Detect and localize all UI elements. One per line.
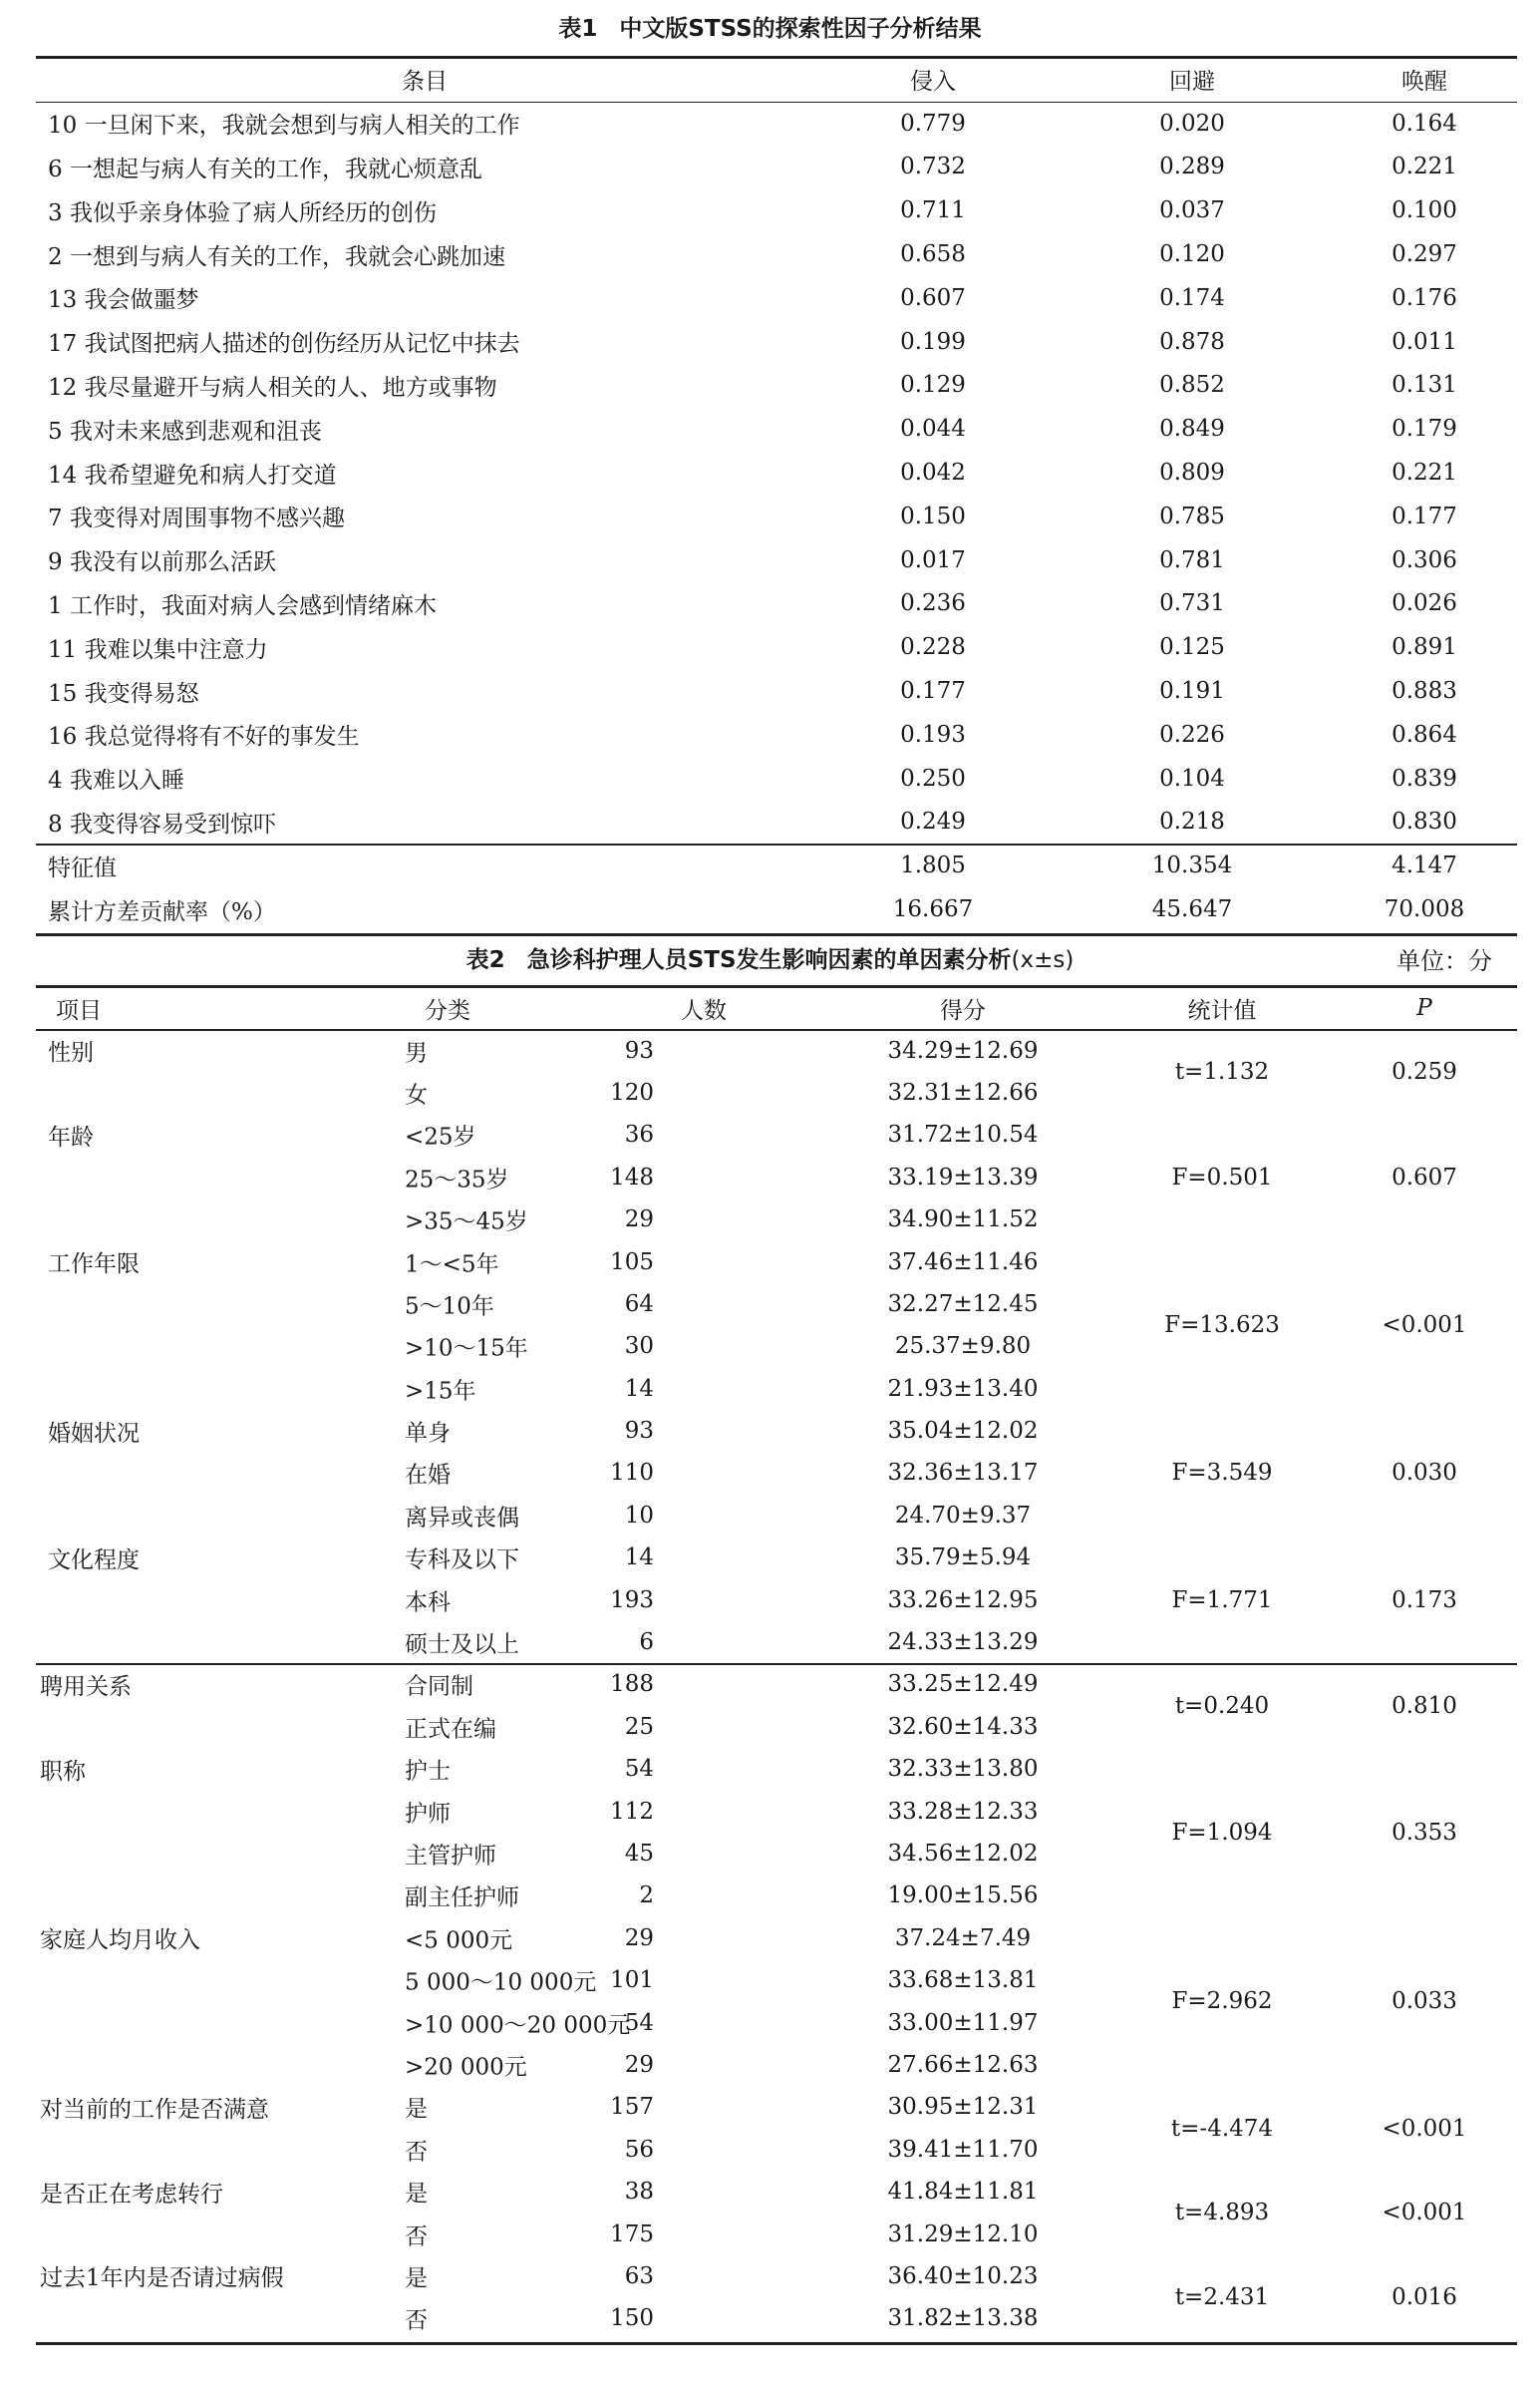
table1-loading-intrusion: 0.044 <box>900 416 966 443</box>
table2-category: 是 <box>405 2181 428 2208</box>
table1-loading-avoidance: 0.104 <box>1159 765 1225 792</box>
table2-p-value: 0.033 <box>1391 1988 1457 2015</box>
table2-category: >20 000元 <box>405 2054 527 2081</box>
table1-loading-avoidance: 0.878 <box>1159 328 1225 355</box>
table2-group-name: 工作年限 <box>48 1251 140 1278</box>
table2-count: 54 <box>624 1756 654 1783</box>
table2-statistic: F=0.501 <box>1171 1164 1273 1191</box>
table1-loading-avoidance: 0.809 <box>1159 460 1225 487</box>
table2-count: 93 <box>624 1418 654 1445</box>
table-row <box>36 276 1517 320</box>
table2-p-value: <0.001 <box>1382 2200 1467 2226</box>
table2-header-item: 项目 <box>56 997 102 1024</box>
table2-category: 专科及以下 <box>405 1546 519 1573</box>
table2-score: 33.25±12.49 <box>887 1671 1039 1698</box>
table2-header-rule <box>36 1029 1517 1031</box>
table2-label-cell <box>36 1536 594 1578</box>
table2-score: 32.31±12.66 <box>887 1079 1039 1106</box>
table1-loading-intrusion: 0.779 <box>900 110 966 137</box>
table1-loading-intrusion: 0.228 <box>900 634 966 661</box>
table2-score: 37.46±11.46 <box>887 1248 1039 1275</box>
table1-loading-avoidance: 0.020 <box>1159 110 1225 137</box>
table2-score: 27.66±12.63 <box>887 2051 1039 2078</box>
table1-loading-arousal: 0.176 <box>1391 284 1457 311</box>
table2-statistic: F=3.549 <box>1171 1460 1273 1487</box>
table2-score: 32.33±13.80 <box>887 1756 1039 1783</box>
table1-item-label: 12 我尽量避开与病人相关的人、地方或事物 <box>48 374 497 401</box>
table1-loading-avoidance: 0.785 <box>1159 503 1225 529</box>
table1-loading-intrusion: 0.711 <box>900 197 966 224</box>
table1-item-label: 3 我似乎亲身体验了病人所经历的创伤 <box>48 199 437 226</box>
table-row <box>36 757 1517 801</box>
table1-loading-intrusion: 0.177 <box>900 678 966 705</box>
table2-category: >10 000～20 000元 <box>405 2012 631 2039</box>
table1-loading-intrusion: 0.017 <box>900 546 966 573</box>
table1-item-label: 2 一想到与病人有关的工作，我就会心跳加速 <box>48 243 505 270</box>
table2-category: 正式在编 <box>405 1716 496 1743</box>
table2-category: >35～45岁 <box>405 1208 528 1235</box>
table1-header-item: 条目 <box>402 69 448 96</box>
table2-label-cell <box>36 1663 594 1705</box>
table1-bottom-rule <box>36 933 1517 936</box>
table-row <box>36 2171 1517 2213</box>
table2-p-value: 0.030 <box>1391 1460 1457 1487</box>
table2-count: 120 <box>610 1079 654 1106</box>
table2-label-cell <box>36 1917 594 1959</box>
table-row <box>36 495 1517 538</box>
table2-category: 否 <box>405 2307 428 2334</box>
table2-score: 32.60±14.33 <box>887 1713 1039 1740</box>
table-row <box>36 713 1517 757</box>
table2-count: 64 <box>624 1290 654 1317</box>
table1-number: 表1 <box>558 16 598 42</box>
table2-category: 5～10年 <box>405 1293 494 1320</box>
table2-score: 34.56±12.02 <box>887 1841 1039 1867</box>
table2-count: 14 <box>624 1544 654 1571</box>
table2-p-value: <0.001 <box>1382 1312 1467 1339</box>
table1-summary-rule <box>36 844 1517 846</box>
table2-header-p: P <box>1416 995 1432 1022</box>
table1-item-label: 13 我会做噩梦 <box>48 287 199 314</box>
table-row <box>36 146 1517 189</box>
table2-header-category: 分类 <box>425 997 470 1024</box>
table2-count: 10 <box>624 1502 654 1529</box>
table1-loading-intrusion: 0.042 <box>900 460 966 487</box>
table2-count: 175 <box>610 2220 654 2247</box>
table1-loading-intrusion: 0.193 <box>900 721 966 748</box>
table1 <box>36 58 1517 931</box>
table2-p-value: 0.607 <box>1391 1164 1457 1191</box>
table2-label-cell <box>36 1198 594 1240</box>
table1-loading-arousal: 70.008 <box>1384 896 1465 923</box>
table2-label-cell <box>36 2255 594 2297</box>
table2-count: 36 <box>624 1122 654 1149</box>
table-row <box>36 1114 1517 1156</box>
table2-title-suffix: (x±s) <box>1011 947 1075 973</box>
table2-score: 32.36±13.17 <box>887 1460 1039 1487</box>
table2-category: 是 <box>405 2096 428 2123</box>
table2-statistic: F=1.771 <box>1171 1586 1273 1613</box>
table1-loading-intrusion: 0.249 <box>900 809 966 836</box>
table-row <box>36 364 1517 408</box>
table2-category: 单身 <box>405 1420 451 1447</box>
table2-statistic: t=0.240 <box>1174 1692 1270 1719</box>
table2-statistic: t=4.893 <box>1174 2200 1270 2226</box>
table2-category: 硕士及以上 <box>405 1631 519 1658</box>
table-row <box>36 538 1517 582</box>
table2-header-item-group <box>36 987 594 1029</box>
table2-category: 否 <box>405 2223 428 2250</box>
table2-label-cell <box>36 1833 594 1875</box>
table2-number: 表2 <box>465 947 505 973</box>
table1-header-row <box>36 58 1517 102</box>
table1-loading-avoidance: 0.731 <box>1159 590 1225 617</box>
table-row <box>36 1917 1517 1959</box>
table2-label-cell <box>36 1410 594 1452</box>
table2-label-cell <box>36 1325 594 1367</box>
table1-loading-intrusion: 0.236 <box>900 590 966 617</box>
table2-label-cell <box>36 1621 594 1663</box>
table2-caption <box>0 941 1540 974</box>
table-row <box>36 407 1517 451</box>
table2-count: 105 <box>610 1248 654 1275</box>
table2-count: 45 <box>624 1841 654 1867</box>
table-row <box>36 102 1517 146</box>
table2-count: 54 <box>624 2009 654 2036</box>
table2-group-name: 文化程度 <box>48 1546 140 1573</box>
table2-label-cell <box>36 1029 594 1071</box>
table1-loading-arousal: 0.839 <box>1391 765 1457 792</box>
table1-loading-avoidance: 0.120 <box>1159 241 1225 268</box>
table2-count: 63 <box>624 2262 654 2289</box>
table1-item-label: 累计方差贡献率（%） <box>48 898 276 925</box>
table2-count: 14 <box>624 1375 654 1402</box>
table-row <box>36 1536 1517 1578</box>
table1-loading-intrusion: 0.658 <box>900 241 966 268</box>
table2-statistic: F=1.094 <box>1171 1819 1273 1846</box>
table2-label-cell <box>36 1240 594 1282</box>
table2-label-cell <box>36 1790 594 1832</box>
table2-label-cell <box>36 1495 594 1536</box>
table1-loading-intrusion: 1.805 <box>900 853 966 879</box>
table2-score: 35.79±5.94 <box>894 1544 1032 1571</box>
table-row <box>36 1029 1517 1071</box>
table2-category: 5 000～10 000元 <box>405 1969 597 1996</box>
table1-loading-avoidance: 0.226 <box>1159 721 1225 748</box>
table1-loading-arousal: 0.100 <box>1391 197 1457 224</box>
table1-loading-intrusion: 0.129 <box>900 372 966 399</box>
table-row <box>36 2255 1517 2297</box>
table2-count: 93 <box>624 1037 654 1064</box>
table1-item-label: 14 我希望避免和病人打交道 <box>48 462 337 489</box>
table2-category: 主管护师 <box>405 1843 496 1870</box>
table2-group-name: 过去1年内是否请过病假 <box>40 2265 284 2292</box>
table-row <box>36 188 1517 232</box>
table2-p-value: 0.353 <box>1391 1819 1457 1846</box>
table2-label-cell <box>36 1157 594 1198</box>
table-row <box>36 625 1517 669</box>
table1-item-label: 8 我变得容易受到惊吓 <box>48 811 276 838</box>
table2-label-cell <box>36 2171 594 2213</box>
table2-count: 56 <box>624 2136 654 2163</box>
table2-count: 29 <box>624 1206 654 1233</box>
table1-loading-avoidance: 0.289 <box>1159 154 1225 180</box>
table2-category: 否 <box>405 2139 428 2166</box>
table1-loading-arousal: 0.164 <box>1391 110 1457 137</box>
table2-count: 110 <box>610 1460 654 1487</box>
table2-score: 30.95±12.31 <box>887 2094 1039 2121</box>
table2-count: 29 <box>624 1924 654 1951</box>
table-row <box>36 1748 1517 1790</box>
table2-split-rule <box>36 1663 1517 1665</box>
table2-label-cell <box>36 2213 594 2254</box>
table-row <box>36 801 1517 845</box>
table2-count: 25 <box>624 1713 654 1740</box>
table2-p-value: 0.810 <box>1391 1692 1457 1719</box>
table2-score: 31.29±12.10 <box>887 2220 1039 2247</box>
table2-label-cell <box>36 2044 594 2086</box>
table2-group-name: 聘用关系 <box>40 1673 132 1700</box>
table1-title: 中文版STSS的探索性因子分析结果 <box>619 16 982 42</box>
table2-group-name: 是否正在考虑转行 <box>40 2181 223 2208</box>
table2-score: 31.82±13.38 <box>887 2305 1039 2332</box>
table2-label-cell <box>36 1114 594 1156</box>
table2-category: <5 000元 <box>405 1927 513 1954</box>
table2-category: 1～<5年 <box>405 1251 499 1278</box>
table2-label-cell <box>36 1748 594 1790</box>
table2-count: 112 <box>610 1798 654 1825</box>
table1-loading-arousal: 0.297 <box>1391 241 1457 268</box>
table-row <box>36 2086 1517 2128</box>
table2-p-value: 0.259 <box>1391 1058 1457 1085</box>
table2-header-score: 得分 <box>940 997 986 1024</box>
table2-count: 188 <box>610 1671 654 1698</box>
table2-score: 24.33±13.29 <box>887 1629 1039 1656</box>
table1-loading-arousal: 0.177 <box>1391 503 1457 529</box>
table2-score: 32.27±12.45 <box>887 1290 1039 1317</box>
table1-item-label: 17 我试图把病人描述的创伤经历从记忆中抹去 <box>48 331 520 358</box>
table2-header-row <box>36 987 1517 1029</box>
table1-loading-intrusion: 0.250 <box>900 765 966 792</box>
table2-score: 34.90±11.52 <box>887 1206 1039 1233</box>
table1-item-label: 9 我没有以前那么活跃 <box>48 549 276 576</box>
table2-group-name: 婚姻状况 <box>48 1420 140 1447</box>
table1-item-label: 6 一想起与病人有关的工作，我就心烦意乱 <box>48 156 482 182</box>
table2-group-name: 对当前的工作是否满意 <box>40 2096 269 2123</box>
table1-loading-avoidance: 0.781 <box>1159 546 1225 573</box>
table2-label-cell <box>36 1283 594 1325</box>
table1-header-avoidance: 回避 <box>1169 69 1215 96</box>
table2-category: 离异或丧偶 <box>405 1505 519 1532</box>
table1-loading-arousal: 0.306 <box>1391 546 1457 573</box>
table2-count: 29 <box>624 2051 654 2078</box>
table2-header-statistic: 统计值 <box>1187 997 1257 1024</box>
table1-loading-arousal: 0.131 <box>1391 372 1457 399</box>
table1-loading-avoidance: 0.849 <box>1159 416 1225 443</box>
table1-loading-arousal: 0.026 <box>1391 590 1457 617</box>
table2-statistic: t=-4.474 <box>1170 2115 1274 2142</box>
table2-p-value: 0.016 <box>1391 2284 1457 2311</box>
table2-score: 37.24±7.49 <box>894 1924 1032 1951</box>
table1-loading-arousal: 4.147 <box>1391 853 1457 879</box>
table1-loading-intrusion: 0.732 <box>900 154 966 180</box>
table-row <box>36 1410 1517 1452</box>
table2-count: 193 <box>610 1586 654 1613</box>
table1-loading-arousal: 0.830 <box>1391 809 1457 836</box>
table1-item-label: 5 我对未来感到悲观和沮丧 <box>48 418 322 445</box>
table2-statistic: t=1.132 <box>1174 1058 1270 1085</box>
table1-loading-arousal: 0.221 <box>1391 154 1457 180</box>
table2-bottom-rule <box>36 2342 1517 2345</box>
table2-label-cell <box>36 1706 594 1748</box>
table2-statistic: F=2.962 <box>1171 1988 1273 2015</box>
table2-score: 33.26±12.95 <box>887 1586 1039 1613</box>
table2-count: 6 <box>639 1629 654 1656</box>
table2-count: 2 <box>639 1882 654 1909</box>
table2-group-name: 家庭人均月收入 <box>40 1927 200 1954</box>
table1-item-label: 1 工作时，我面对病人会感到情绪麻木 <box>48 592 437 619</box>
table2-category: >10～15年 <box>405 1335 528 1362</box>
table2-label-cell <box>36 1875 594 1916</box>
table2-label-cell <box>36 1452 594 1494</box>
table2-group-name: 职称 <box>40 1758 86 1785</box>
table2-p-value: <0.001 <box>1382 2115 1467 2142</box>
table1-header-rule <box>36 102 1517 104</box>
table2-statistic: F=13.623 <box>1164 1312 1280 1339</box>
table1-item-label: 特征值 <box>48 854 117 881</box>
table2-title: 急诊科护理人员STS发生影响因素的单因素分析 <box>526 947 1012 973</box>
table2-count: 38 <box>624 2179 654 2206</box>
table2-category: 护师 <box>405 1801 451 1828</box>
table2-category: 在婚 <box>405 1462 451 1489</box>
table2-category: 副主任护师 <box>405 1884 519 1911</box>
table1-item-label: 4 我难以入睡 <box>48 768 184 795</box>
table2-count: 30 <box>624 1333 654 1360</box>
table-row <box>36 451 1517 495</box>
table1-loading-avoidance: 0.037 <box>1159 197 1225 224</box>
table1-loading-arousal: 0.179 <box>1391 416 1457 443</box>
table2-header-n: 人数 <box>681 997 727 1024</box>
table-row <box>36 669 1517 713</box>
table1-loading-intrusion: 0.150 <box>900 503 966 529</box>
table1-header-arousal: 唤醒 <box>1401 69 1447 96</box>
table1-loading-avoidance: 45.647 <box>1151 896 1233 923</box>
table1-item-label: 15 我变得易怒 <box>48 680 199 707</box>
table2-category: <25岁 <box>405 1124 476 1151</box>
table1-loading-avoidance: 0.174 <box>1159 284 1225 311</box>
table2-category: 25～35岁 <box>405 1167 509 1194</box>
table2-p-value: 0.173 <box>1391 1586 1457 1613</box>
table2-score: 33.00±11.97 <box>887 2009 1039 2036</box>
table2-score: 31.72±10.54 <box>887 1122 1039 1149</box>
table-row <box>36 232 1517 276</box>
table2-score: 19.00±15.56 <box>887 1882 1039 1909</box>
table-row <box>36 582 1517 626</box>
table-row <box>36 1663 1517 1705</box>
table2-label-cell <box>36 2001 631 2043</box>
table2-label-cell <box>36 2086 594 2128</box>
table1-item-label: 16 我总觉得将有不好的事发生 <box>48 724 360 751</box>
table1-header-intrusion: 侵入 <box>910 69 956 96</box>
table2-category: 护士 <box>405 1758 451 1785</box>
table2-score: 33.28±12.33 <box>887 1798 1039 1825</box>
table1-item-label: 7 我变得对周围事物不感兴趣 <box>48 506 345 532</box>
table1-summary-row <box>36 844 1517 887</box>
table1-loading-avoidance: 0.125 <box>1159 634 1225 661</box>
table1-loading-avoidance: 0.218 <box>1159 809 1225 836</box>
table1-item-label: 11 我难以集中注意力 <box>48 636 268 663</box>
table2-score: 33.19±13.39 <box>887 1164 1039 1191</box>
table1-loading-intrusion: 0.607 <box>900 284 966 311</box>
table-row <box>36 320 1517 364</box>
table1-loading-arousal: 0.221 <box>1391 460 1457 487</box>
table1-loading-avoidance: 10.354 <box>1151 853 1233 879</box>
table1-loading-avoidance: 0.191 <box>1159 678 1225 705</box>
table1-loading-arousal: 0.883 <box>1391 678 1457 705</box>
table2-score: 21.93±13.40 <box>887 1375 1039 1402</box>
table1-loading-arousal: 0.864 <box>1391 721 1457 748</box>
table2-count: 148 <box>610 1164 654 1191</box>
table1-caption <box>0 10 1540 43</box>
table1-loading-intrusion: 0.199 <box>900 328 966 355</box>
table2-label-cell <box>36 1578 594 1620</box>
table2-count: 157 <box>610 2094 654 2121</box>
table2-group-name: 年龄 <box>48 1124 94 1151</box>
table2-category: 女 <box>405 1082 428 1109</box>
table2-category: 是 <box>405 2265 428 2292</box>
table2-label-cell <box>36 1959 597 2001</box>
table1-loading-intrusion: 16.667 <box>892 896 974 923</box>
table2-score: 39.41±11.70 <box>887 2136 1039 2163</box>
table2-score: 41.84±11.81 <box>887 2179 1039 2206</box>
table2-score: 33.68±13.81 <box>887 1967 1039 1994</box>
table2-category: 合同制 <box>405 1673 473 1700</box>
table-row <box>36 1240 1517 1282</box>
table2-score: 24.70±9.37 <box>894 1502 1032 1529</box>
table2-label-cell <box>36 2297 594 2339</box>
table2-category: >15年 <box>405 1378 476 1405</box>
table1-loading-arousal: 0.011 <box>1391 328 1457 355</box>
table2-score: 36.40±10.23 <box>887 2262 1039 2289</box>
table2-category: 本科 <box>405 1589 451 1616</box>
table2-score: 34.29±12.69 <box>887 1037 1039 1064</box>
table2-score: 25.37±9.80 <box>894 1333 1032 1360</box>
table1-summary-row <box>36 887 1517 931</box>
table2-label-cell <box>36 1368 594 1410</box>
table2-statistic: t=2.431 <box>1174 2284 1270 2311</box>
table2-count: 101 <box>610 1967 654 1994</box>
table2-count: 150 <box>610 2305 654 2332</box>
table1-loading-arousal: 0.891 <box>1391 634 1457 661</box>
table2-unit: 单位：分 <box>1396 947 1492 975</box>
table2-label-cell <box>36 2129 594 2171</box>
table1-loading-avoidance: 0.852 <box>1159 372 1225 399</box>
table2-score: 35.04±12.02 <box>887 1418 1039 1445</box>
table2-group-name: 性别 <box>48 1040 94 1067</box>
table2-label-cell <box>36 1072 594 1114</box>
table2-category: 男 <box>405 1040 428 1067</box>
table1-item-label: 10 一旦闲下来，我就会想到与病人相关的工作 <box>48 113 520 140</box>
